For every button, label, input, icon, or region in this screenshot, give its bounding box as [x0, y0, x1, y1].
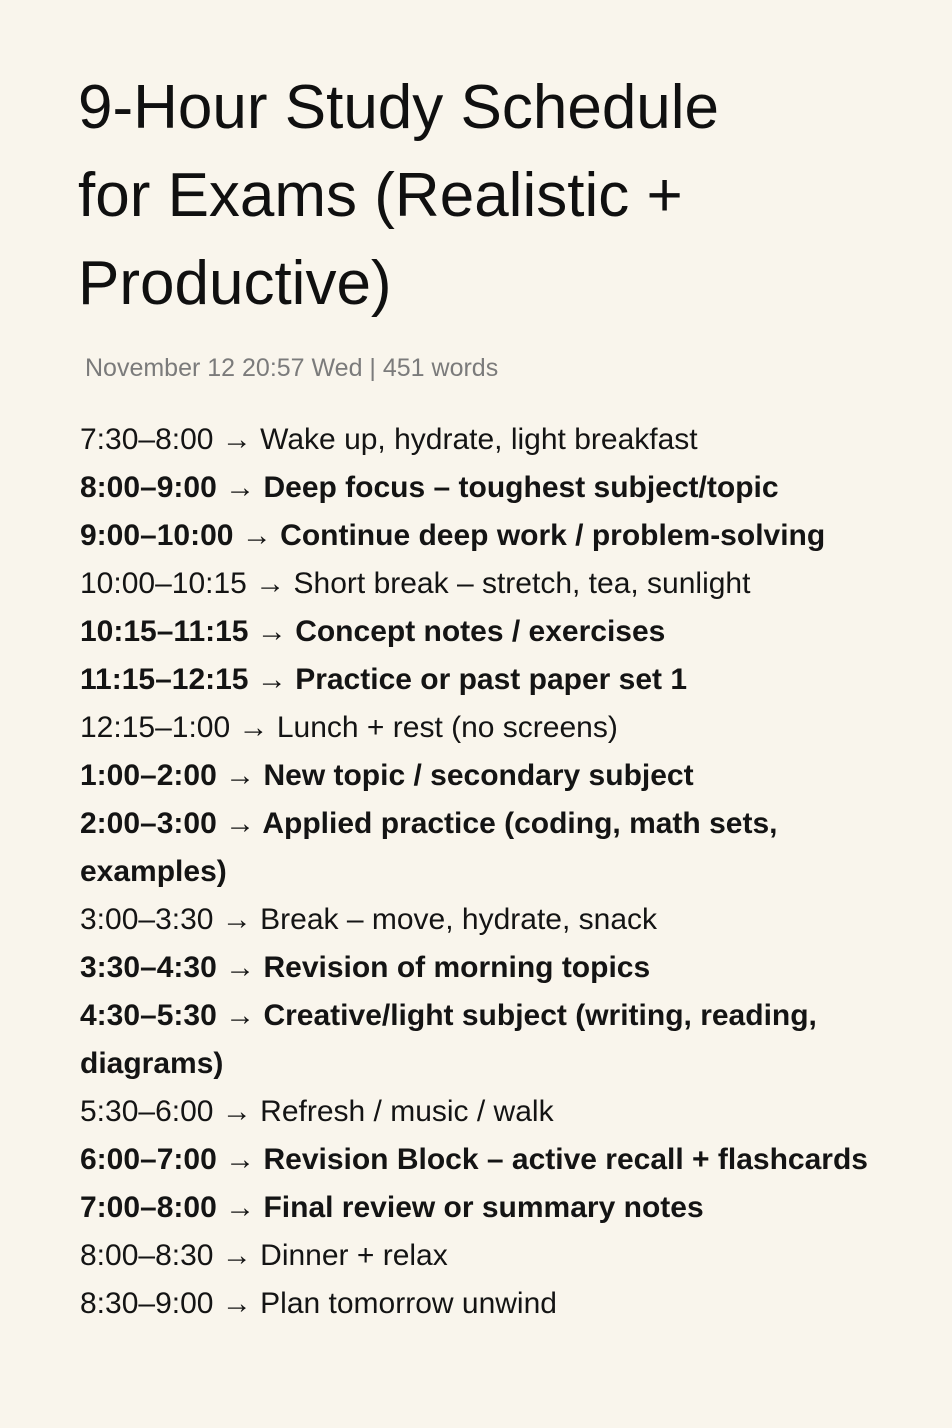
schedule-item [80, 464, 920, 512]
schedule-time: 5:30–6:00 [80, 1095, 214, 1128]
arrow-icon: → [238, 711, 269, 744]
schedule-activity: Revision Block – active recall + flashcards [263, 1143, 868, 1176]
schedule-item [80, 512, 920, 560]
arrow-icon: → [221, 423, 252, 456]
schedule-item [80, 704, 920, 752]
schedule-time: 1:00–2:00 [80, 759, 217, 792]
schedule-time: 12:15–1:00 [80, 711, 231, 744]
schedule-time: 8:00–9:00 [80, 471, 217, 504]
schedule-time: 8:00–8:30 [80, 1239, 214, 1272]
article-meta: November 12 20:57 Wed | 451 words [85, 354, 499, 382]
arrow-icon: → [225, 951, 256, 984]
arrow-icon: → [225, 1143, 256, 1176]
schedule-item [80, 800, 920, 896]
arrow-icon: → [225, 999, 256, 1032]
arrow-icon: → [225, 759, 256, 792]
schedule-item [80, 656, 920, 704]
arrow-icon: → [255, 567, 286, 600]
schedule-activity: Break – move, hydrate, snack [260, 903, 658, 936]
schedule-time: 10:15–11:15 [80, 615, 249, 648]
schedule-activity: Dinner + relax [260, 1239, 448, 1272]
schedule-time: 3:30–4:30 [80, 951, 217, 984]
schedule-item [80, 1280, 920, 1328]
schedule-activity: Lunch + rest (no screens) [276, 711, 618, 744]
schedule-item [80, 1232, 920, 1280]
schedule-activity: Concept notes / exercises [295, 615, 666, 648]
arrow-icon: → [256, 663, 287, 696]
schedule-time: 9:00–10:00 [80, 519, 234, 552]
schedule-time: 7:30–8:00 [80, 423, 214, 456]
schedule-item [80, 416, 920, 464]
schedule-activity: Plan tomorrow unwind [260, 1287, 557, 1320]
arrow-icon: → [221, 1287, 252, 1320]
arrow-icon: → [225, 1191, 256, 1224]
schedule-activity: Practice or past paper set 1 [295, 663, 688, 696]
arrow-icon: → [256, 615, 287, 648]
schedule-time: 7:00–8:00 [80, 1191, 217, 1224]
schedule-activity: Continue deep work / problem-solving [280, 519, 826, 552]
arrow-icon: → [221, 1095, 252, 1128]
schedule-time: 8:30–9:00 [80, 1287, 214, 1320]
schedule-activity: Creative/light subject (writing, reading, diagrams) [80, 999, 817, 1080]
arrow-icon: → [221, 1239, 252, 1272]
schedule-item [80, 992, 920, 1088]
schedule-item [80, 944, 920, 992]
schedule-item [80, 1184, 920, 1232]
arrow-icon: → [225, 471, 256, 504]
schedule-item [80, 1088, 920, 1136]
schedule-time: 4:30–5:30 [80, 999, 217, 1032]
article-title: 9-Hour Study Schedule for Exams (Realistic + Productive) [78, 73, 720, 318]
schedule-item [80, 608, 920, 656]
schedule-activity: New topic / secondary subject [263, 759, 694, 792]
schedule-activity: Final review or summary notes [263, 1191, 704, 1224]
schedule-item [80, 752, 920, 800]
schedule-time: 3:00–3:30 [80, 903, 214, 936]
schedule-item [80, 896, 920, 944]
schedule-activity: Revision of morning topics [263, 951, 651, 984]
schedule-list [80, 416, 912, 1328]
schedule-time: 6:00–7:00 [80, 1143, 217, 1176]
schedule-time: 11:15–12:15 [80, 663, 249, 696]
arrow-icon: → [225, 807, 256, 840]
schedule-activity: Wake up, hydrate, light breakfast [260, 423, 698, 456]
arrow-icon: → [221, 903, 252, 936]
schedule-activity: Applied practice (coding, math sets, examples) [80, 807, 778, 888]
schedule-item [80, 1136, 920, 1184]
schedule-item [80, 560, 920, 608]
arrow-icon: → [241, 519, 272, 552]
schedule-activity: Short break – stretch, tea, sunlight [293, 567, 751, 600]
schedule-activity: Refresh / music / walk [260, 1095, 554, 1128]
schedule-time: 10:00–10:15 [80, 567, 247, 600]
schedule-activity: Deep focus – toughest subject/topic [263, 471, 779, 504]
schedule-time: 2:00–3:00 [80, 807, 217, 840]
